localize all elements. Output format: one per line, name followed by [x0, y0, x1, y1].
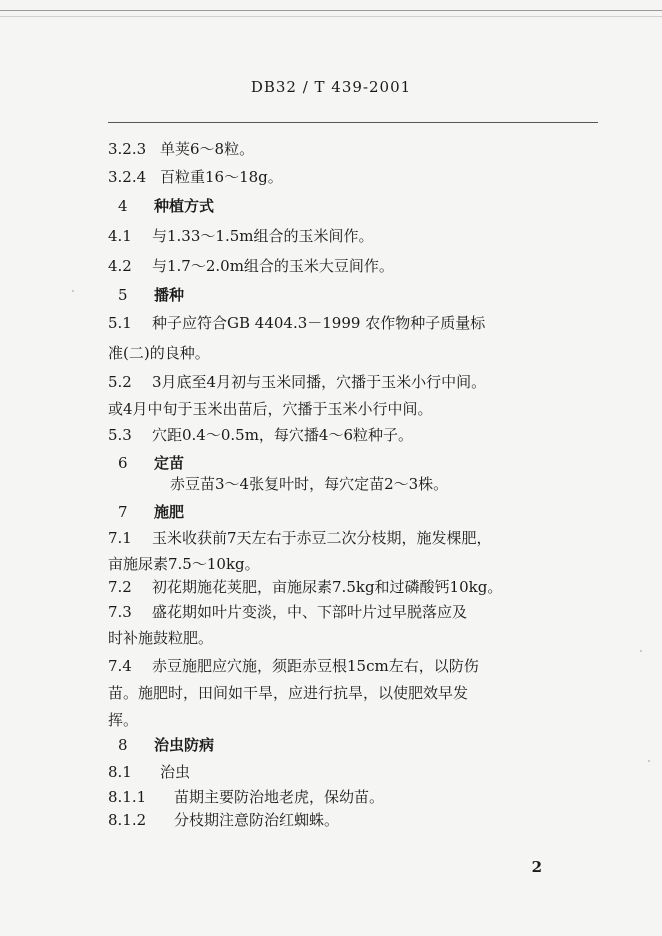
section-6-text [170, 473, 448, 494]
page-number: 2 [531, 858, 542, 876]
clause-number: 5.3 [108, 426, 132, 444]
clause-text: 时补施鼓粒肥。 [108, 629, 214, 647]
section-title: 播种 [154, 286, 185, 304]
clause-text: 种子应符合GB 4404.3－1999 农作物种子质量标 [152, 314, 486, 332]
clause-text: 3月底至4月初与玉米同播，穴播于玉米小行中间。 [152, 373, 487, 391]
clause-text: 挥。 [108, 711, 139, 729]
clause-number: 8.1.1 [108, 788, 147, 806]
clause-7-2 [108, 576, 502, 597]
clause-text: 或4月中旬于玉米出苗后，穴播于玉米小行中间。 [108, 400, 433, 418]
clause-number: 8.1.2 [108, 811, 147, 829]
section-heading-8 [118, 734, 214, 755]
section-number: 4 [118, 197, 128, 215]
section-heading-6 [118, 452, 184, 473]
clause-7-4-cont2 [108, 709, 138, 730]
top-border-inner [0, 16, 662, 17]
clause-5-2-cont [108, 398, 433, 419]
clause-text: 治虫 [160, 763, 191, 781]
clause-8-1-2 [108, 809, 339, 830]
clause-text: 准(二)的良种。 [108, 344, 210, 362]
section-heading-7 [118, 501, 184, 522]
clause-4-2 [108, 255, 394, 276]
clause-5-1-cont [108, 342, 210, 363]
clause-number: 5.2 [108, 373, 132, 391]
clause-text: 穴距0.4～0.5m，每穴播4～6粒种子。 [152, 426, 414, 444]
section-title: 种植方式 [154, 197, 215, 215]
clause-text: 与1.33～1.5m组合的玉米间作。 [152, 227, 374, 245]
header-rule [108, 122, 598, 123]
clause-7-1 [108, 527, 492, 548]
section-title: 定苗 [154, 454, 185, 472]
clause-7-3-cont [108, 627, 213, 648]
top-border [0, 10, 662, 11]
clause-text: 百粒重16～18g。 [160, 168, 283, 186]
clause-7-3 [108, 601, 467, 622]
clause-7-1-cont [108, 553, 260, 574]
section-number: 6 [118, 454, 128, 472]
clause-text: 赤豆施肥应穴施，须距赤豆根15cm左右，以防伤 [152, 657, 479, 675]
clause-text: 单荚6～8粒。 [160, 140, 255, 158]
clause-text: 分枝期注意防治红蜘蛛。 [174, 811, 340, 829]
section-number: 5 [118, 286, 128, 304]
section-title: 治虫防病 [154, 736, 215, 754]
scan-speck [648, 760, 650, 762]
clause-text: 初花期施花荚肥，亩施尿素7.5kg和过磷酸钙10kg。 [152, 578, 503, 596]
clause-5-3 [108, 424, 413, 445]
standard-header: DB32 / T 439-2001 [250, 78, 412, 96]
clause-number: 4.2 [108, 257, 132, 275]
clause-text: 玉米收获前7天左右于赤豆二次分枝期，施发棵肥， [152, 529, 492, 547]
clause-4-1 [108, 225, 373, 246]
clause-text: 苗期主要防治地老虎，保幼苗。 [174, 788, 385, 806]
section-number: 7 [118, 503, 128, 521]
clause-text: 与1.7～2.0m组合的玉米大豆间作。 [152, 257, 394, 275]
clause-number: 4.1 [108, 227, 132, 245]
section-heading-5 [118, 284, 184, 305]
clause-8-1-1 [108, 786, 384, 807]
clause-number: 7.3 [108, 603, 132, 621]
clause-3-2-3 [108, 138, 254, 159]
clause-text: 盛花期如叶片变淡，中、下部叶片过早脱落应及 [152, 603, 468, 621]
clause-text: 苗。施肥时，田间如干旱，应进行抗旱，以使肥效早发 [108, 684, 469, 702]
clause-7-4 [108, 655, 479, 676]
clause-number: 8.1 [108, 763, 132, 781]
section-number: 8 [118, 736, 128, 754]
clause-number: 3.2.4 [108, 168, 147, 186]
clause-3-2-4 [108, 166, 283, 187]
scan-speck [72, 290, 74, 292]
clause-8-1 [108, 761, 190, 782]
clause-number: 7.1 [108, 529, 132, 547]
clause-number: 7.2 [108, 578, 132, 596]
section-title: 施肥 [154, 503, 185, 521]
clause-number: 5.1 [108, 314, 132, 332]
clause-number: 7.4 [108, 657, 132, 675]
section-heading-4 [118, 195, 214, 216]
clause-text: 赤豆苗3～4张复叶时，每穴定苗2～3株。 [170, 475, 449, 493]
clause-number: 3.2.3 [108, 140, 147, 158]
scan-speck [640, 650, 642, 652]
clause-text: 亩施尿素7.5～10kg。 [108, 555, 260, 573]
clause-5-2 [108, 371, 486, 392]
clause-7-4-cont [108, 682, 468, 703]
clause-5-1 [108, 312, 485, 333]
